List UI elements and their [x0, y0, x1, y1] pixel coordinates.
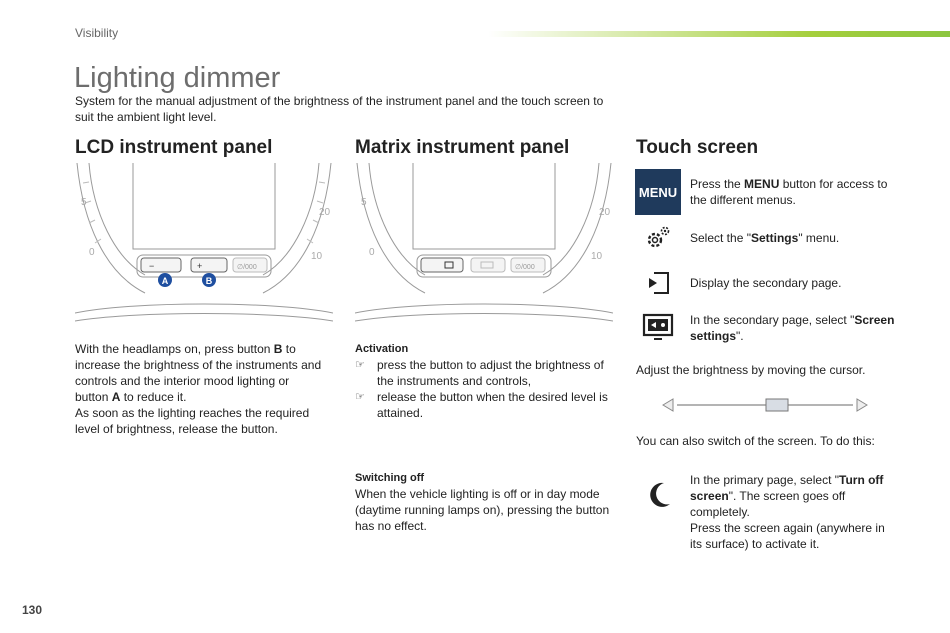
intro-text: System for the manual adjustment of the brightness of the instrument panel and the touch screen to suit the ambient light level.	[75, 94, 604, 124]
touch-step-2-c: " menu.	[798, 231, 840, 245]
touch-step-5-a: In the primary page, select "	[690, 473, 839, 487]
settings-gear-icon	[645, 224, 673, 252]
activation-bullet-2-text: release the button when the desired level is attained.	[377, 390, 608, 420]
touch-step-5-b: Turn off screen	[690, 473, 884, 503]
lcd-description	[75, 341, 325, 437]
page-number: 130	[22, 603, 43, 617]
matrix-panel-drawing	[355, 163, 613, 323]
lcd-p1-middle: to increase the brightness of the instruments and controls and the interior mood lighting or button	[75, 342, 322, 404]
lcd-p1-button-b: B	[273, 342, 283, 356]
section-label: Visibility	[75, 26, 119, 40]
svg-text:20: 20	[319, 207, 331, 218]
touch-step-3: Display the secondary page.	[690, 276, 842, 290]
touch-step-1-c: button for access to the different menus.	[690, 177, 888, 207]
matrix-activation	[355, 341, 617, 421]
lcd-p1-end: to reduce it.	[120, 390, 187, 404]
touch-step-2-a: Select the "	[690, 231, 751, 245]
svg-text:20: 20	[599, 207, 611, 218]
touch-step-1-b: MENU	[744, 177, 780, 191]
touch-step-1-a: Press the	[690, 177, 745, 191]
touch-step-2-b: Settings	[750, 231, 799, 245]
svg-text:10: 10	[591, 251, 603, 262]
activation-bullet-1	[355, 357, 617, 389]
screen-settings-icon	[642, 313, 674, 343]
bullet-hand-icon: ☞	[355, 359, 365, 371]
touch-heading: Touch screen	[636, 137, 759, 158]
lcd-plus-label: +	[197, 261, 203, 271]
activation-bullet-1-text: press the button to adjust the brightness of the instruments and controls,	[377, 358, 604, 388]
svg-text:5: 5	[81, 197, 87, 208]
menu-button-icon	[635, 169, 681, 215]
matrix-heading: Matrix instrument panel	[355, 137, 570, 158]
menu-icon-label: MENU	[638, 184, 678, 200]
matrix-switching-off	[355, 470, 617, 534]
switch-note: You can also switch of the screen. To do this:	[636, 434, 875, 448]
svg-text:5: 5	[361, 197, 367, 208]
svg-text:0: 0	[89, 247, 95, 258]
touch-step-4	[690, 312, 900, 344]
adjust-text: Adjust the brightness by moving the cursor.	[636, 363, 866, 377]
touch-step-4-b: Screen settings	[690, 313, 895, 343]
lcd-third-label: ∅/000	[237, 264, 257, 271]
touch-step-5-d: Press the screen again (anywhere in its surface) to activate it.	[690, 521, 885, 551]
lcd-minus-label: −	[149, 261, 155, 271]
activation-bullet-2	[355, 389, 617, 421]
moon-icon	[646, 480, 674, 510]
callout-a-label: A	[161, 276, 169, 286]
lcd-p2: As soon as the lighting reaches the required level of brightness, release the button.	[75, 406, 310, 436]
touch-step-5	[690, 472, 900, 552]
svg-text:0: 0	[369, 247, 375, 258]
matrix-panel-illustration	[355, 163, 613, 323]
touch-step-4-a: In the secondary page, select "	[690, 313, 855, 327]
matrix-third-label: ∅/000	[515, 264, 535, 271]
secondary-page-icon	[646, 270, 672, 296]
touch-step-5-c: ". The screen goes off completely.	[690, 489, 846, 519]
page-title: Lighting dimmer	[74, 62, 281, 94]
svg-text:10: 10	[311, 251, 323, 262]
brightness-slider[interactable]	[662, 395, 868, 415]
callout-b-label: B	[205, 276, 213, 286]
switching-off-text: When the vehicle lighting is off or in day mode (daytime running lamps on), pressing the button has no effect.	[355, 487, 610, 533]
switching-off-title: Switching off	[355, 472, 425, 484]
lcd-panel-illustration	[75, 163, 333, 323]
activation-title: Activation	[355, 343, 409, 355]
touch-step-1	[690, 176, 900, 208]
bullet-hand-icon: ☞	[355, 391, 365, 403]
lcd-p1-start: With the headlamps on, press button	[75, 342, 274, 356]
lcd-p1-button-a: A	[111, 390, 121, 404]
touch-step-4-c: ".	[736, 329, 744, 343]
slider-knob	[766, 399, 788, 411]
lcd-heading: LCD instrument panel	[75, 137, 273, 158]
lcd-panel-drawing	[75, 163, 333, 323]
touch-step-2	[690, 230, 900, 246]
header-accent-bar	[488, 31, 950, 37]
